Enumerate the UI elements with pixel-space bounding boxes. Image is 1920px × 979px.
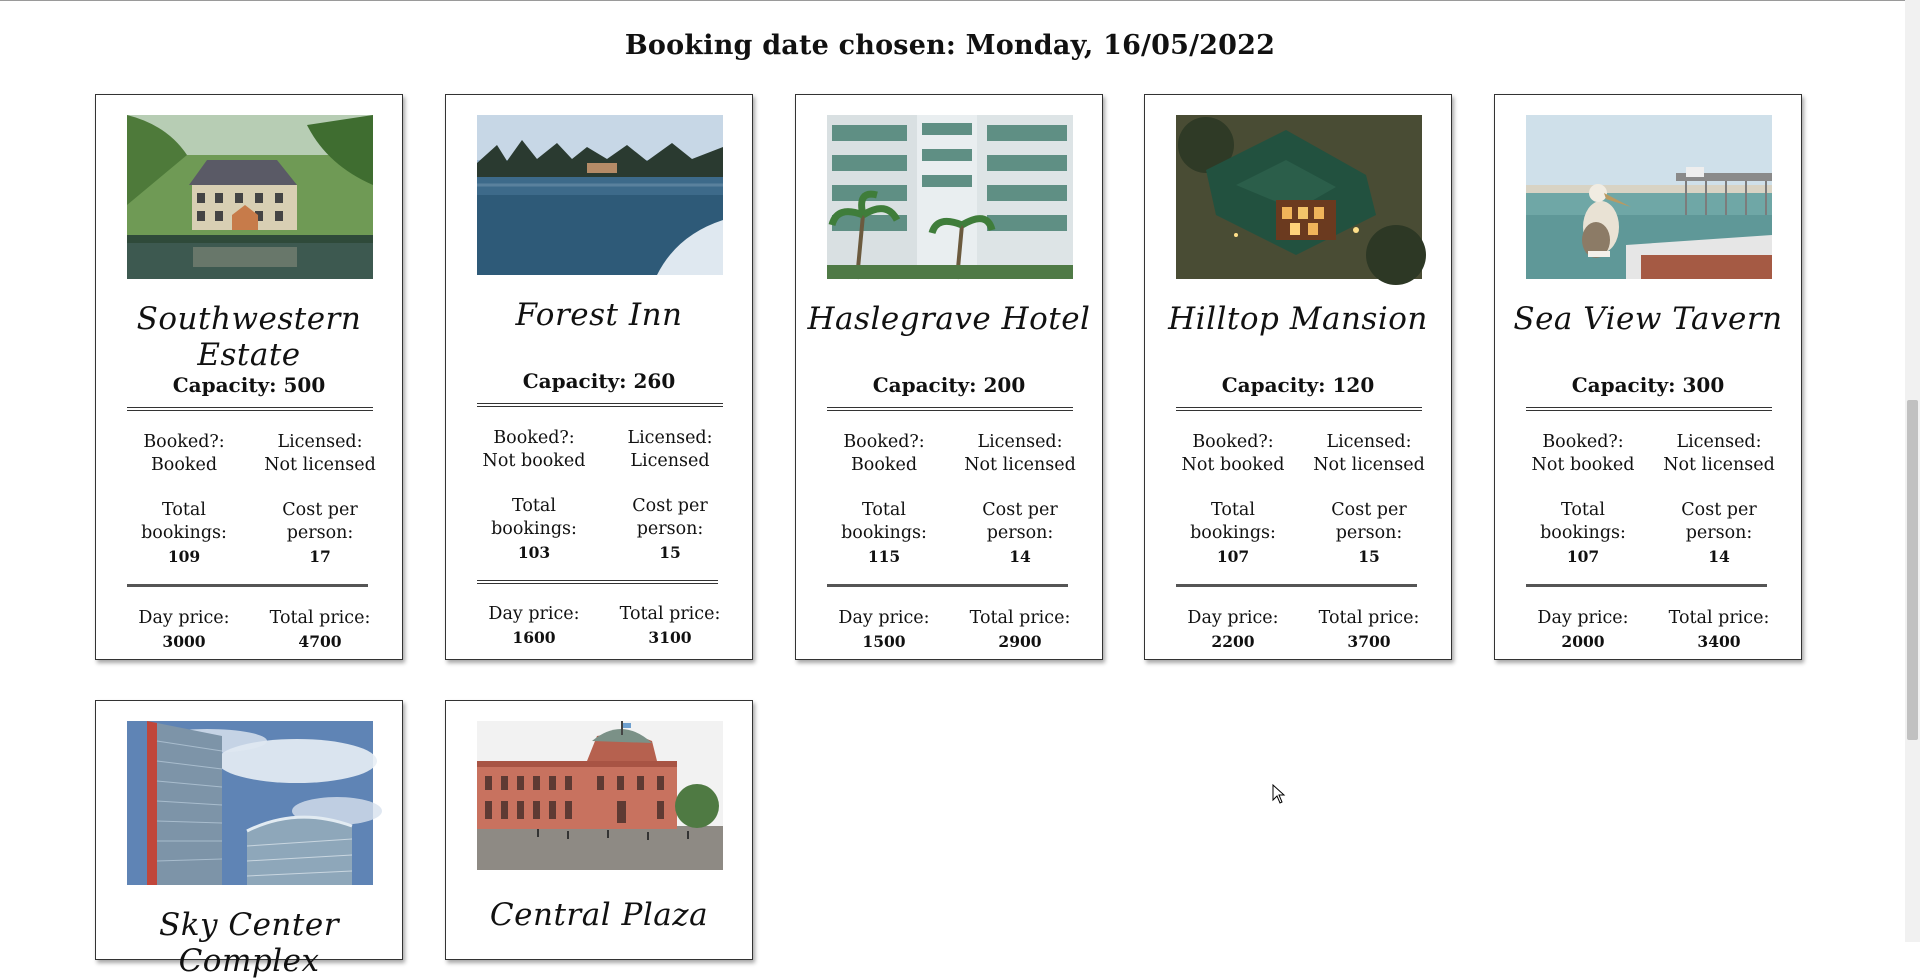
divider xyxy=(1176,584,1417,587)
booked-label: Booked?: xyxy=(1192,432,1274,452)
licensed-label: Licensed: xyxy=(977,432,1063,452)
total-bookings-value: 103 xyxy=(517,543,551,562)
cost-label: person: xyxy=(286,523,354,543)
divider xyxy=(1526,407,1772,411)
day-price xyxy=(114,607,254,653)
day-price-label: Day price: xyxy=(138,608,230,628)
venue-name: Central Plaza xyxy=(489,897,709,933)
booked-label: Booked?: xyxy=(1542,432,1624,452)
mouse-cursor-icon xyxy=(1272,784,1286,804)
day-price xyxy=(1513,607,1653,653)
day-price-value: 2200 xyxy=(1211,632,1255,651)
licensed-status xyxy=(1649,431,1789,477)
venue-name: Haslegrave Hotel xyxy=(807,301,1091,337)
venue-name: Sea View Tavern xyxy=(1513,301,1783,337)
total-bookings-value: 109 xyxy=(167,547,201,566)
booked-value: Not booked xyxy=(1181,455,1285,475)
total-price xyxy=(1649,607,1789,653)
licensed-value: Not licensed xyxy=(1313,455,1425,475)
cost-label: person: xyxy=(1685,523,1753,543)
total-bookings-label: bookings: xyxy=(491,519,577,539)
venue-capacity: Capacity: 300 xyxy=(1571,373,1725,397)
venue-capacity: Capacity: 200 xyxy=(872,373,1026,397)
total-price xyxy=(1299,607,1439,653)
booked-status xyxy=(1163,431,1303,477)
cost-label: person: xyxy=(1335,523,1403,543)
day-price-value: 3000 xyxy=(162,632,206,651)
venue-image xyxy=(477,721,723,870)
cost-label: Cost per xyxy=(282,500,358,520)
divider xyxy=(1176,407,1422,411)
venue-name: Forest Inn xyxy=(515,297,683,333)
divider xyxy=(127,584,368,587)
total-bookings-label: Total xyxy=(162,500,206,520)
venue-name: Southwestern Estate xyxy=(136,301,362,373)
licensed-label: Licensed: xyxy=(1326,432,1412,452)
day-price-label: Day price: xyxy=(1537,608,1629,628)
total-price-label: Total price: xyxy=(969,608,1071,628)
scrollbar-thumb[interactable] xyxy=(1907,400,1918,740)
day-price-value: 1500 xyxy=(862,632,906,651)
total-price xyxy=(950,607,1090,653)
venue-card[interactable] xyxy=(95,700,403,979)
licensed-status xyxy=(600,427,740,473)
total-price-label: Total price: xyxy=(1318,608,1420,628)
booked-status xyxy=(114,431,254,477)
total-price-value: 3100 xyxy=(648,628,692,647)
cost-label: Cost per xyxy=(982,500,1058,520)
cost-value: 14 xyxy=(1009,547,1031,566)
total-bookings-value: 107 xyxy=(1216,547,1250,566)
top-divider xyxy=(0,0,1905,1)
cost-label: Cost per xyxy=(1331,500,1407,520)
booked-value: Not booked xyxy=(482,451,586,471)
venue-image xyxy=(127,721,373,885)
total-bookings-label: bookings: xyxy=(141,523,227,543)
divider xyxy=(1526,584,1767,587)
total-bookings-label: bookings: xyxy=(841,523,927,543)
venue-image xyxy=(477,115,723,275)
licensed-value: Not licensed xyxy=(1663,455,1775,475)
booked-value: Booked xyxy=(850,455,918,475)
total-bookings-label: bookings: xyxy=(1190,523,1276,543)
venue-card[interactable] xyxy=(1144,94,1452,660)
total-bookings-label: Total xyxy=(1211,500,1255,520)
booked-status xyxy=(464,427,604,473)
venue-image xyxy=(1526,115,1772,279)
booked-value: Booked xyxy=(150,455,218,475)
venue-capacity: Capacity: 500 xyxy=(172,373,326,397)
total-price-label: Total price: xyxy=(269,608,371,628)
cost-value: 15 xyxy=(659,543,681,562)
total-price-value: 2900 xyxy=(998,632,1042,651)
cost-label: Cost per xyxy=(1681,500,1757,520)
venue-name: Hilltop Mansion xyxy=(1168,301,1428,337)
day-price xyxy=(464,603,604,649)
total-bookings xyxy=(1163,499,1303,568)
total-price-label: Total price: xyxy=(1668,608,1770,628)
cost-per-person xyxy=(600,495,740,564)
cost-value: 15 xyxy=(1358,547,1380,566)
booking-date-heading: Booking date chosen: Monday, 16/05/2022 xyxy=(624,30,1276,61)
venue-card[interactable] xyxy=(795,94,1103,660)
divider xyxy=(477,403,723,407)
venue-image xyxy=(1176,115,1422,279)
cost-value: 17 xyxy=(309,547,331,566)
total-bookings-value: 115 xyxy=(867,547,901,566)
total-bookings-label: Total xyxy=(512,496,556,516)
total-bookings xyxy=(1513,499,1653,568)
total-price-value: 3700 xyxy=(1347,632,1391,651)
venue-card[interactable] xyxy=(445,94,753,660)
total-price-label: Total price: xyxy=(619,604,721,624)
total-bookings xyxy=(464,495,604,564)
venue-capacity: Capacity: 260 xyxy=(522,369,676,393)
venue-card[interactable] xyxy=(95,94,403,660)
booked-label: Booked?: xyxy=(843,432,925,452)
total-price xyxy=(250,607,390,653)
licensed-value: Not licensed xyxy=(264,455,376,475)
venue-card[interactable] xyxy=(445,700,753,960)
cost-label: person: xyxy=(986,523,1054,543)
total-price-value: 4700 xyxy=(298,632,342,651)
venue-capacity: Capacity: 120 xyxy=(1221,373,1375,397)
divider xyxy=(827,407,1073,411)
licensed-value: Not licensed xyxy=(964,455,1076,475)
licensed-label: Licensed: xyxy=(1676,432,1762,452)
cost-label: person: xyxy=(636,519,704,539)
booked-value: Not booked xyxy=(1531,455,1635,475)
day-price xyxy=(1163,607,1303,653)
day-price-value: 2000 xyxy=(1561,632,1605,651)
licensed-value: Licensed xyxy=(630,451,710,471)
total-bookings-value: 107 xyxy=(1566,547,1600,566)
licensed-status xyxy=(1299,431,1439,477)
venue-card[interactable] xyxy=(1494,94,1802,660)
booked-status xyxy=(1513,431,1653,477)
total-price xyxy=(600,603,740,649)
booked-label: Booked?: xyxy=(493,428,575,448)
cost-per-person xyxy=(1299,499,1439,568)
venue-name: Sky Center Complex xyxy=(158,907,340,979)
booked-label: Booked?: xyxy=(143,432,225,452)
cost-per-person xyxy=(250,499,390,568)
divider xyxy=(477,580,718,584)
day-price-label: Day price: xyxy=(1187,608,1279,628)
divider xyxy=(127,407,373,411)
licensed-status xyxy=(950,431,1090,477)
total-bookings-label: bookings: xyxy=(1540,523,1626,543)
booked-status xyxy=(814,431,954,477)
cost-per-person xyxy=(950,499,1090,568)
licensed-label: Licensed: xyxy=(277,432,363,452)
cost-value: 14 xyxy=(1708,547,1730,566)
licensed-label: Licensed: xyxy=(627,428,713,448)
total-bookings xyxy=(114,499,254,568)
total-bookings-label: Total xyxy=(1561,500,1605,520)
total-price-value: 3400 xyxy=(1697,632,1741,651)
day-price xyxy=(814,607,954,653)
total-bookings-label: Total xyxy=(862,500,906,520)
total-bookings xyxy=(814,499,954,568)
licensed-status xyxy=(250,431,390,477)
vertical-scrollbar[interactable] xyxy=(1905,0,1920,942)
day-price-label: Day price: xyxy=(488,604,580,624)
cost-per-person xyxy=(1649,499,1789,568)
day-price-value: 1600 xyxy=(512,628,556,647)
venue-image xyxy=(827,115,1073,279)
divider xyxy=(827,584,1068,587)
cost-label: Cost per xyxy=(632,496,708,516)
venue-image xyxy=(127,115,373,279)
day-price-label: Day price: xyxy=(838,608,930,628)
